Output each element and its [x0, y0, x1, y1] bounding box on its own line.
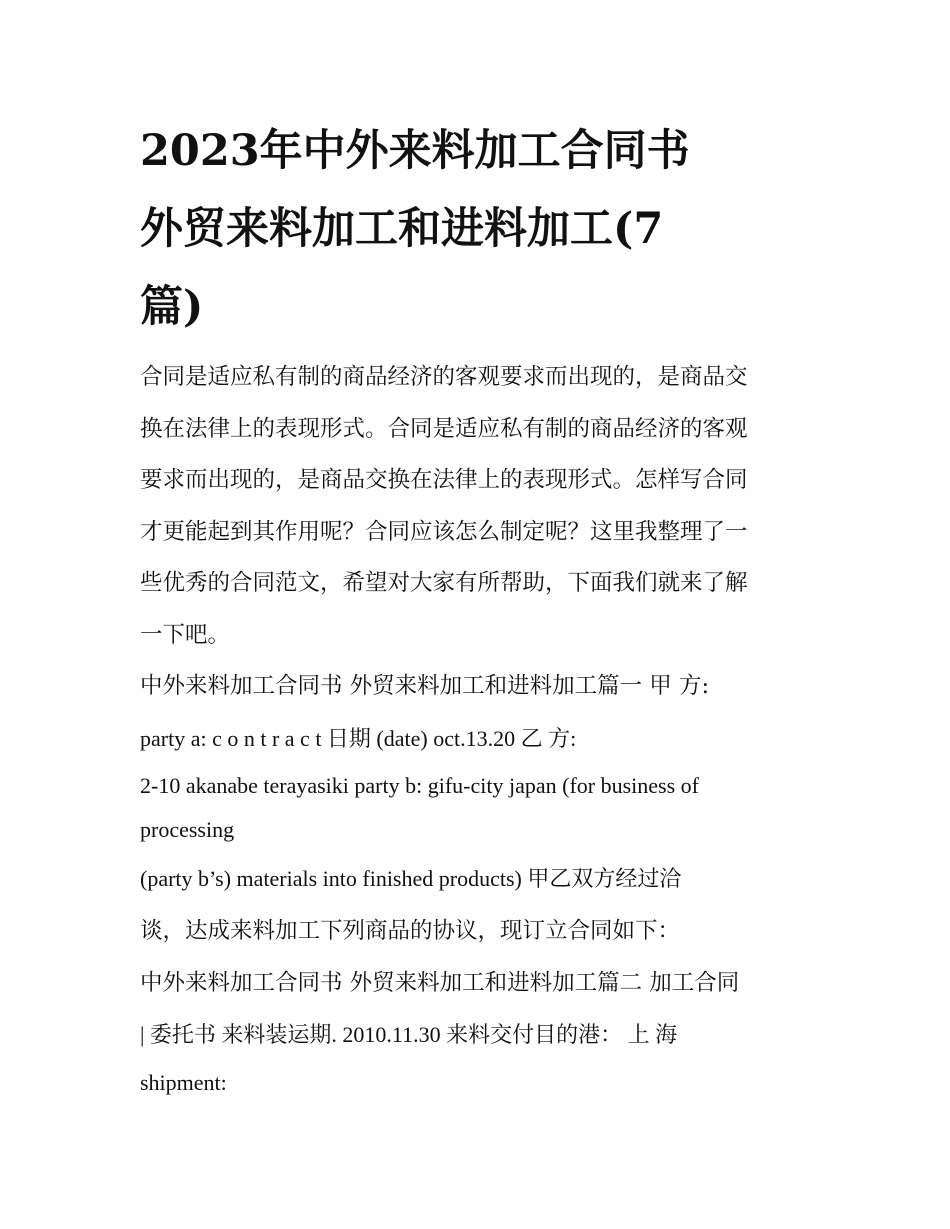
intro-line-4: 才更能起到其作用呢？合同应该怎么制定呢？这里我整理了一 [140, 518, 748, 545]
intro-line-1: 合同是适应私有制的商品经济的客观要求而出现的，是商品交 [140, 364, 748, 390]
intro-line-5: 些优秀的合同范文，希望对大家有所帮助，下面我们就来了解 [140, 570, 748, 596]
section1-agreement-paragraph [140, 906, 820, 958]
intro-line-2: 换在法律上的表现形式。合同是适应私有制的商品经济的客观 [140, 415, 748, 442]
section1-address-line: 2-10 akanabe terayasiki party b: gifu-city japan (for business of [140, 773, 699, 798]
section2-heading: 中外来料加工合同书 外贸来料加工和进料加工篇二 加工合同 [140, 969, 740, 996]
section1-agreement-line: 谈，达成来料加工下列商品的协议，现订立合同如下： [140, 918, 681, 944]
intro-line-3: 要求而出现的，是商品交换在法律上的表现形式。怎样写合同 [140, 467, 748, 493]
section1-heading-paragraph [140, 661, 820, 764]
section2-paragraph [140, 958, 820, 1105]
section1-address-block [140, 764, 820, 906]
title-line-3: 篇) [140, 282, 204, 332]
section1-party-a-line: party a: c o n t r a c t 日期 (date) oct.13.20 乙 方: [140, 725, 577, 751]
section1-materials-line: (party b’s) materials into finished products) 甲乙双方经过洽 [140, 866, 682, 891]
intro-line-6: 一下吧。 [140, 621, 231, 648]
title-line-2: 外贸来料加工和进料加工(7 [140, 204, 664, 254]
document-title [140, 112, 820, 346]
section1-heading: 中外来料加工合同书 外贸来料加工和进料加工篇一 甲 方: [140, 673, 710, 699]
title-line-1: 2023年中外来料加工合同书 [140, 126, 690, 176]
intro-paragraph [140, 352, 820, 661]
section2-shipment-line: | 委托书 来料装运期. 2010.11.30 来料交付目的港： 上 海 [140, 1022, 678, 1047]
document-body [140, 352, 820, 1105]
section1-processing-line: processing [140, 817, 235, 842]
section2-shipment-label: shipment: [140, 1069, 227, 1095]
